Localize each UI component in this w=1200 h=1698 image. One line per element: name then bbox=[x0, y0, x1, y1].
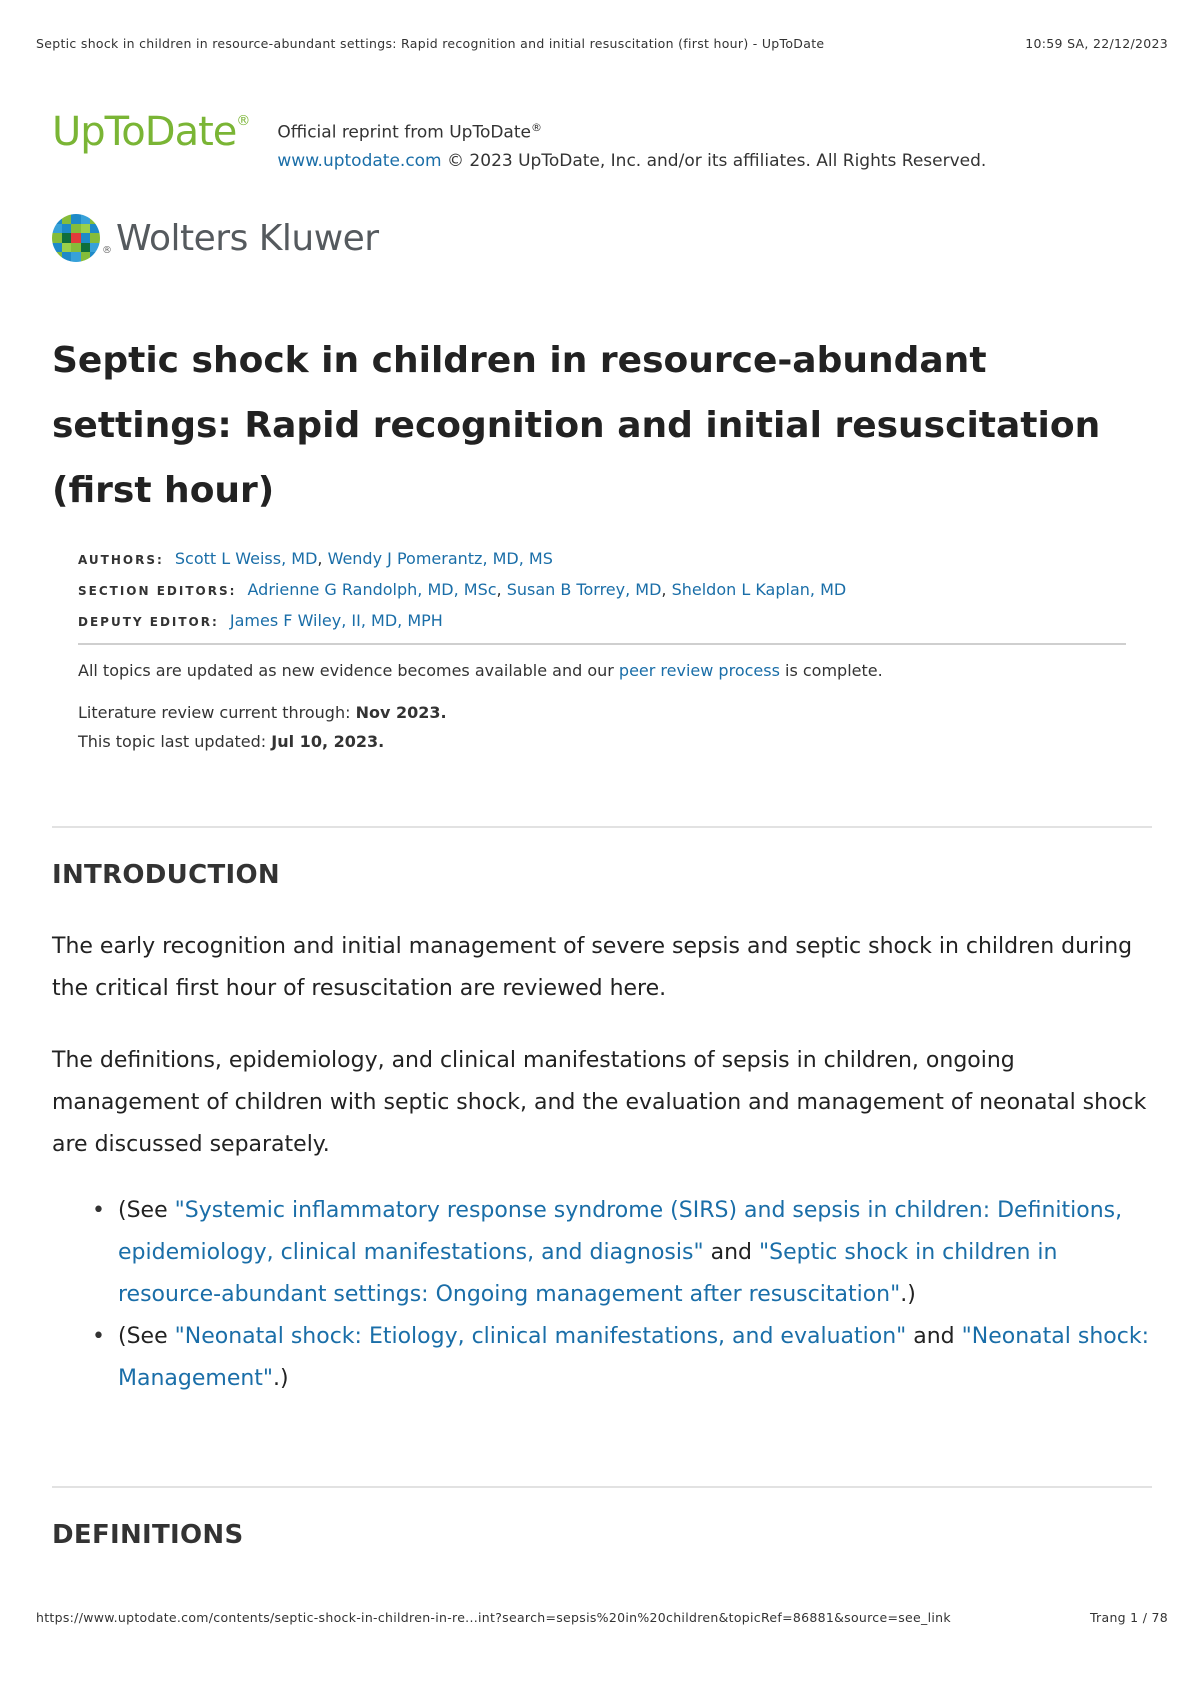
wolters-kluwer-mark-icon bbox=[52, 214, 100, 262]
introduction-heading: INTRODUCTION bbox=[52, 860, 280, 890]
print-header bbox=[36, 36, 1168, 51]
list-item bbox=[52, 1190, 1152, 1316]
deputy-editor-link[interactable]: James F Wiley, II, MD, MPH bbox=[229, 611, 443, 630]
peer-review-link[interactable]: peer review process bbox=[618, 661, 780, 680]
section-editors-row: SECTION EDITORS: Adrienne G Randolph, MD, MSc, Susan B Torrey, MD, Sheldon L Kaplan, MD bbox=[78, 580, 847, 599]
intro-paragraph-2 bbox=[52, 1040, 1162, 1166]
article-title: Septic shock in children in resource-abundant settings: Rapid recognition and initial resuscitation (first hour) bbox=[52, 340, 1101, 511]
wolters-kluwer-logo bbox=[52, 214, 379, 262]
deputy-editor-row bbox=[78, 606, 846, 637]
section-editor-link[interactable]: Susan B Torrey, MD bbox=[506, 580, 662, 599]
section-editors-label: SECTION EDITORS: bbox=[78, 584, 237, 598]
list-item bbox=[52, 1316, 1152, 1400]
topic-link[interactable]: "Neonatal shock: Management" bbox=[118, 1324, 1149, 1391]
print-header-title: Septic shock in children in resource-abundant settings: Rapid recognition and initial resuscitation (first hour) - UpToDate bbox=[36, 36, 825, 51]
update-note-text: All topics are updated as new evidence becomes available and our bbox=[78, 661, 619, 680]
divider bbox=[78, 643, 1126, 645]
topic-meta bbox=[78, 656, 883, 756]
authors-row: AUTHORS: Scott L Weiss, MD, Wendy J Pomerantz, MD, MS bbox=[78, 549, 553, 568]
deputy-editor-label: DEPUTY EDITOR: bbox=[78, 615, 219, 629]
bullet-conjunction: and bbox=[906, 1324, 962, 1349]
bullet-suffix: .) bbox=[900, 1282, 916, 1307]
reprint-reg: ® bbox=[530, 121, 542, 134]
topic-link[interactable]: "Septic shock in children in resource-abundant settings: Ongoing management after resuscitation" bbox=[118, 1240, 1058, 1307]
reprint-notice bbox=[277, 112, 986, 175]
byline bbox=[78, 544, 846, 637]
bullet-prefix: (See bbox=[118, 1198, 175, 1223]
wolters-kluwer-text: Wolters Kluwer bbox=[116, 217, 379, 259]
reprint-line: Official reprint from UpToDate bbox=[277, 122, 531, 143]
print-footer-page: Trang 1 / 78 bbox=[1089, 1610, 1168, 1625]
uptodate-site-link[interactable]: www.uptodate.com bbox=[277, 150, 442, 171]
lit-review-date: Nov 2023. bbox=[355, 703, 447, 722]
author-link[interactable]: Wendy J Pomerantz, MD, MS bbox=[327, 549, 553, 568]
bullet-conjunction: and bbox=[703, 1240, 759, 1265]
update-note-text-end: is complete. bbox=[779, 661, 883, 680]
brand-block bbox=[52, 109, 987, 175]
bullet-suffix: .) bbox=[273, 1366, 289, 1391]
author-link[interactable]: Scott L Weiss, MD bbox=[174, 549, 318, 568]
section-divider bbox=[52, 826, 1152, 828]
topic-link[interactable]: "Systemic inflammatory response syndrome (SIRS) and sepsis in children: Definitions, epidemiology, clinical manifestations, and diagnosis" bbox=[118, 1198, 1123, 1265]
uptodate-logo-text: UpToDate bbox=[52, 109, 237, 155]
intro-paragraph-1 bbox=[52, 926, 1162, 1010]
intro-paragraph-1-text: The early recognition and initial management of severe sepsis and septic shock in children during the critical first hour of resuscitation are reviewed here. bbox=[52, 934, 1133, 1001]
definitions-heading: DEFINITIONS bbox=[52, 1520, 244, 1550]
print-footer-url: https://www.uptodate.com/contents/septic-shock-in-children-in-re...int?search=sepsis%20in%20children&topicRef=86881&source=see_link bbox=[36, 1610, 951, 1625]
last-updated-label: This topic last updated: bbox=[78, 732, 272, 751]
section-editor-link[interactable]: Adrienne G Randolph, MD, MSc bbox=[247, 580, 497, 599]
lit-review-label: Literature review current through: bbox=[78, 703, 356, 722]
section-divider bbox=[52, 1486, 1152, 1488]
authors-label: AUTHORS: bbox=[78, 553, 164, 567]
print-header-datetime: 10:59 SA, 22/12/2023 bbox=[1025, 36, 1168, 51]
section-editor-link[interactable]: Sheldon L Kaplan, MD bbox=[671, 580, 847, 599]
copyright-text: © 2023 UpToDate, Inc. and/or its affiliates. All Rights Reserved. bbox=[447, 150, 987, 171]
topic-link[interactable]: "Neonatal shock: Etiology, clinical manifestations, and evaluation" bbox=[174, 1324, 907, 1349]
wolters-kluwer-reg: ® bbox=[102, 244, 112, 256]
bullet-prefix: (See bbox=[118, 1324, 175, 1349]
intro-paragraph-2-text: The definitions, epidemiology, and clinical manifestations of sepsis in children, ongoing management of children with septic shock, and the evaluation and management of neonatal shock are discussed separately. bbox=[52, 1048, 1147, 1157]
uptodate-logo bbox=[52, 109, 250, 155]
last-updated-date: Jul 10, 2023. bbox=[271, 732, 385, 751]
see-also-list bbox=[52, 1190, 1152, 1400]
lit-review-line bbox=[78, 698, 883, 727]
last-updated-line bbox=[78, 727, 883, 756]
print-footer bbox=[36, 1610, 1168, 1625]
uptodate-logo-reg: ® bbox=[236, 113, 250, 129]
update-note bbox=[78, 656, 883, 685]
